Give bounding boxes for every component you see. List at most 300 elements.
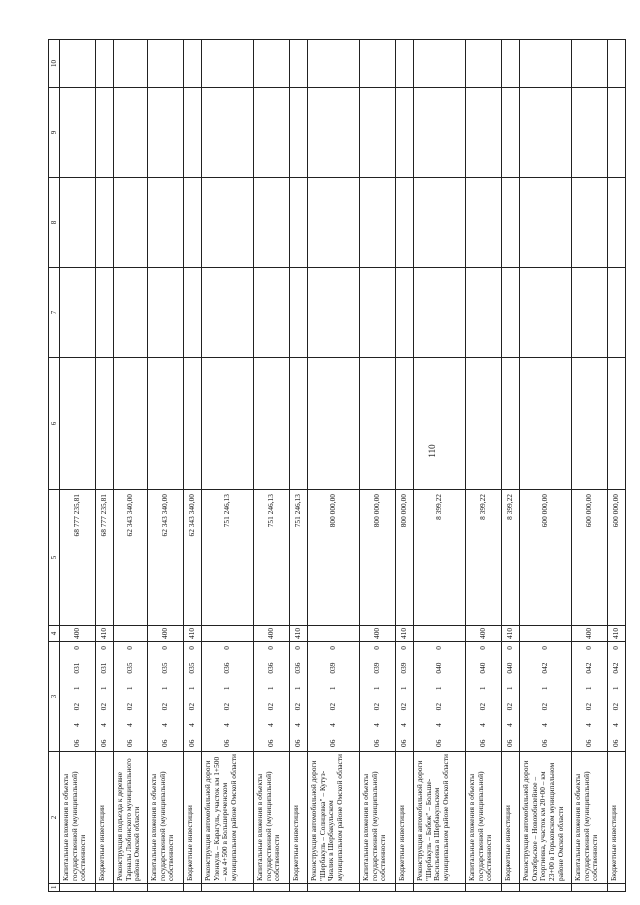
code-part: 06 xyxy=(505,739,515,747)
row-number-cell xyxy=(502,884,520,892)
empty-cell-col-9 xyxy=(466,88,502,178)
empty-cell-col-8 xyxy=(466,178,502,268)
empty-cell-col-10 xyxy=(202,40,254,88)
budget-table xyxy=(48,39,626,892)
code-part: 040 xyxy=(478,662,488,674)
budget-code-parts xyxy=(612,642,621,751)
row-number-cell xyxy=(290,884,308,892)
code-part: 1 xyxy=(328,686,338,691)
budget-code xyxy=(96,642,114,752)
empty-cell-col-8 xyxy=(608,178,626,268)
empty-cell-col-7 xyxy=(360,268,396,358)
header-cell-9: 9 xyxy=(49,88,60,178)
code-part: 042 xyxy=(611,662,621,674)
row-number-cell xyxy=(148,884,184,892)
amount-cell: 751 246,13 xyxy=(202,490,254,626)
empty-cell-col-7 xyxy=(96,268,114,358)
code-part: 1 xyxy=(399,686,409,691)
empty-cell-col-7 xyxy=(184,268,202,358)
empty-cell-col-10 xyxy=(572,40,608,88)
empty-cell-col-10 xyxy=(254,40,290,88)
empty-cell-col-6 xyxy=(396,358,414,490)
empty-cell-col-8 xyxy=(290,178,308,268)
code-part: 0 xyxy=(372,646,382,650)
empty-cell-col-9 xyxy=(114,88,148,178)
budget-code xyxy=(290,642,308,752)
empty-cell-col-6 xyxy=(502,358,520,490)
budget-code-parts xyxy=(267,642,276,751)
code-part: 035 xyxy=(187,662,197,674)
budget-table-wrapper xyxy=(48,40,621,892)
code-part: 0 xyxy=(222,646,232,650)
budget-code-parts xyxy=(506,642,515,751)
empty-cell-col-6 xyxy=(114,358,148,490)
code-part: 031 xyxy=(99,662,109,674)
code-part: 02 xyxy=(293,702,303,711)
code-part: 0 xyxy=(328,646,338,650)
expense-type-code: 410 xyxy=(96,626,114,642)
code-part: 0 xyxy=(399,646,409,650)
budget-code xyxy=(114,642,148,752)
code-part: 4 xyxy=(478,723,488,727)
expense-type-code: 410 xyxy=(608,626,626,642)
code-part: 02 xyxy=(399,702,409,711)
page-number: 110 xyxy=(427,444,437,458)
empty-cell-col-9 xyxy=(290,88,308,178)
item-name: Бюджетные инвестиции xyxy=(290,752,308,884)
code-part: 06 xyxy=(160,739,170,747)
code-part: 042 xyxy=(584,662,594,674)
code-part: 1 xyxy=(99,686,109,691)
code-part: 4 xyxy=(611,723,621,727)
table-row xyxy=(96,40,114,892)
empty-cell-col-8 xyxy=(520,178,572,268)
item-name: Реконструкция автомобильной дороги Уленкуль – Карагуль, участок км 1+500 – км 4+500 в Большереченском муниципальном районе Омской области xyxy=(202,752,254,884)
code-part: 1 xyxy=(222,686,232,691)
empty-cell-col-10 xyxy=(502,40,520,88)
code-part: 0 xyxy=(187,646,197,650)
code-part: 4 xyxy=(505,723,515,727)
amount-cell: 62 343 340,00 xyxy=(148,490,184,626)
budget-code xyxy=(60,642,96,752)
table-row xyxy=(290,40,308,892)
header-cell-6: 6 xyxy=(49,358,60,490)
item-name: Капитальные вложения в объекты государственной (муниципальной) собственности xyxy=(360,752,396,884)
header-cell-5: 5 xyxy=(49,490,60,626)
row-number-cell xyxy=(202,884,254,892)
expense-type-code: 410 xyxy=(184,626,202,642)
empty-cell-col-8 xyxy=(148,178,184,268)
code-part: 4 xyxy=(540,723,550,727)
budget-code xyxy=(414,642,466,752)
code-part: 06 xyxy=(584,739,594,747)
empty-cell-col-8 xyxy=(572,178,608,268)
code-part: 02 xyxy=(505,702,515,711)
code-part: 0 xyxy=(611,646,621,650)
item-name: Реконструкция автомобильной дороги "Шербакуль – Бабеж" – Больше-Васильевка в Шербакульском муниципальном районе Омской области xyxy=(414,752,466,884)
code-part: 4 xyxy=(434,723,444,727)
item-name: Капитальные вложения в объекты государственной (муниципальной) собственности xyxy=(572,752,608,884)
header-cell-4: 4 xyxy=(49,626,60,642)
amount-cell: 8 399,22 xyxy=(502,490,520,626)
empty-cell-col-6 xyxy=(414,358,466,490)
code-part: 02 xyxy=(72,702,82,711)
budget-code xyxy=(520,642,572,752)
empty-cell-col-7 xyxy=(572,268,608,358)
code-part: 036 xyxy=(293,662,303,674)
empty-cell-col-6 xyxy=(360,358,396,490)
item-name: Реконструкция автомобильной дороги Октябрьское – Новоюбилейное – Георгиевка, участок км 20+00 – км 23+00 в Горьковском муниципальном районе Омской области xyxy=(520,752,572,884)
empty-cell-col-7 xyxy=(148,268,184,358)
code-part: 0 xyxy=(478,646,488,650)
empty-cell-col-10 xyxy=(96,40,114,88)
row-number-cell xyxy=(520,884,572,892)
header-cell-10: 10 xyxy=(49,40,60,88)
empty-cell-col-9 xyxy=(184,88,202,178)
empty-cell-col-9 xyxy=(396,88,414,178)
expense-type-code xyxy=(414,626,466,642)
empty-cell-col-6 xyxy=(520,358,572,490)
code-part: 02 xyxy=(222,702,232,711)
expense-type-code: 410 xyxy=(396,626,414,642)
code-part: 02 xyxy=(99,702,109,711)
expense-type-code: 400 xyxy=(60,626,96,642)
empty-cell-col-8 xyxy=(360,178,396,268)
empty-cell-col-6 xyxy=(184,358,202,490)
empty-cell-col-6 xyxy=(608,358,626,490)
row-number-cell xyxy=(608,884,626,892)
empty-cell-col-8 xyxy=(254,178,290,268)
budget-code-parts xyxy=(479,642,488,751)
code-part: 040 xyxy=(434,662,444,674)
header-row xyxy=(49,40,60,892)
empty-cell-col-9 xyxy=(254,88,290,178)
code-part: 035 xyxy=(160,662,170,674)
table-row xyxy=(60,40,96,892)
table-row xyxy=(114,40,148,892)
empty-cell-col-10 xyxy=(608,40,626,88)
empty-cell-col-10 xyxy=(466,40,502,88)
code-part: 0 xyxy=(266,646,276,650)
table-row xyxy=(184,40,202,892)
budget-code xyxy=(308,642,360,752)
code-part: 4 xyxy=(187,723,197,727)
empty-cell-col-8 xyxy=(114,178,148,268)
expense-type-code xyxy=(114,626,148,642)
item-name: Бюджетные инвестиции xyxy=(96,752,114,884)
empty-cell-col-7 xyxy=(290,268,308,358)
empty-cell-col-10 xyxy=(396,40,414,88)
row-number-cell xyxy=(572,884,608,892)
code-part: 06 xyxy=(399,739,409,747)
budget-code xyxy=(396,642,414,752)
amount-cell: 8 399,22 xyxy=(466,490,502,626)
amount-cell: 751 246,13 xyxy=(254,490,290,626)
code-part: 06 xyxy=(434,739,444,747)
budget-code xyxy=(184,642,202,752)
empty-cell-col-7 xyxy=(608,268,626,358)
empty-cell-col-8 xyxy=(184,178,202,268)
code-part: 4 xyxy=(372,723,382,727)
code-part: 0 xyxy=(293,646,303,650)
empty-cell-col-10 xyxy=(184,40,202,88)
code-part: 031 xyxy=(72,662,82,674)
amount-cell: 68 777 235,81 xyxy=(96,490,114,626)
table-row xyxy=(202,40,254,892)
budget-code-parts xyxy=(400,642,409,751)
row-number-cell xyxy=(360,884,396,892)
empty-cell-col-6 xyxy=(202,358,254,490)
budget-code-parts xyxy=(188,642,197,751)
budget-code-parts xyxy=(223,642,232,751)
code-part: 0 xyxy=(72,646,82,650)
row-number-cell xyxy=(308,884,360,892)
code-part: 0 xyxy=(505,646,515,650)
header-cell-2: 2 xyxy=(49,752,60,884)
empty-cell-col-6 xyxy=(466,358,502,490)
code-part: 0 xyxy=(434,646,444,650)
code-part: 035 xyxy=(125,662,135,674)
table-row xyxy=(520,40,572,892)
amount-cell: 62 343 340,00 xyxy=(184,490,202,626)
expense-type-code: 400 xyxy=(572,626,608,642)
empty-cell-col-7 xyxy=(502,268,520,358)
table-row xyxy=(572,40,608,892)
row-number-cell xyxy=(396,884,414,892)
code-part: 06 xyxy=(266,739,276,747)
code-part: 4 xyxy=(222,723,232,727)
table-row xyxy=(148,40,184,892)
table-row xyxy=(608,40,626,892)
empty-cell-col-9 xyxy=(520,88,572,178)
code-part: 1 xyxy=(293,686,303,691)
amount-cell: 751 246,13 xyxy=(290,490,308,626)
budget-code-parts xyxy=(435,642,444,751)
empty-cell-col-9 xyxy=(608,88,626,178)
code-part: 4 xyxy=(399,723,409,727)
budget-code-parts xyxy=(73,642,82,751)
empty-cell-col-7 xyxy=(414,268,466,358)
amount-cell: 68 777 235,81 xyxy=(60,490,96,626)
budget-code xyxy=(572,642,608,752)
empty-cell-col-6 xyxy=(148,358,184,490)
amount-cell: 600 000,00 xyxy=(572,490,608,626)
code-part: 4 xyxy=(99,723,109,727)
expense-type-code: 400 xyxy=(360,626,396,642)
code-part: 02 xyxy=(125,702,135,711)
amount-cell: 600 000,00 xyxy=(520,490,572,626)
budget-code xyxy=(360,642,396,752)
empty-cell-col-6 xyxy=(572,358,608,490)
code-part: 06 xyxy=(372,739,382,747)
code-part: 1 xyxy=(478,686,488,691)
code-part: 042 xyxy=(540,662,550,674)
budget-code-parts xyxy=(329,642,338,751)
empty-cell-col-8 xyxy=(396,178,414,268)
budget-code-parts xyxy=(161,642,170,751)
budget-code-parts xyxy=(541,642,550,751)
item-name: Капитальные вложения в объекты государственной (муниципальной) собственности xyxy=(466,752,502,884)
empty-cell-col-7 xyxy=(60,268,96,358)
code-part: 02 xyxy=(328,702,338,711)
empty-cell-col-9 xyxy=(148,88,184,178)
code-part: 4 xyxy=(72,723,82,727)
item-name: Капитальные вложения в объекты государственной (муниципальной) собственности xyxy=(60,752,96,884)
table-row xyxy=(254,40,290,892)
code-part: 1 xyxy=(187,686,197,691)
amount-cell: 600 000,00 xyxy=(608,490,626,626)
code-part: 039 xyxy=(399,662,409,674)
amount-cell: 800 000,00 xyxy=(396,490,414,626)
code-part: 02 xyxy=(434,702,444,711)
code-part: 0 xyxy=(99,646,109,650)
code-part: 1 xyxy=(160,686,170,691)
budget-code xyxy=(466,642,502,752)
empty-cell-col-7 xyxy=(396,268,414,358)
code-part: 036 xyxy=(222,662,232,674)
expense-type-code: 400 xyxy=(148,626,184,642)
code-part: 06 xyxy=(99,739,109,747)
row-number-cell xyxy=(254,884,290,892)
empty-cell-col-9 xyxy=(502,88,520,178)
budget-code xyxy=(608,642,626,752)
code-part: 02 xyxy=(478,702,488,711)
empty-cell-col-6 xyxy=(96,358,114,490)
rotated-page xyxy=(48,40,621,892)
header-cell-7: 7 xyxy=(49,268,60,358)
row-number-cell xyxy=(184,884,202,892)
code-part: 1 xyxy=(372,686,382,691)
code-part: 4 xyxy=(584,723,594,727)
empty-cell-col-9 xyxy=(60,88,96,178)
budget-code xyxy=(148,642,184,752)
item-name: Реконструкция автомобильной дороги "Шербакуль – Солнцевка" – Кутуз-Чиалик в Шербакульском муниципальном районе Омской области xyxy=(308,752,360,884)
code-part: 1 xyxy=(611,686,621,691)
expense-type-code xyxy=(202,626,254,642)
empty-cell-col-10 xyxy=(148,40,184,88)
expense-type-code: 410 xyxy=(502,626,520,642)
row-number-cell xyxy=(414,884,466,892)
code-part: 06 xyxy=(72,739,82,747)
code-part: 1 xyxy=(125,686,135,691)
empty-cell-col-7 xyxy=(114,268,148,358)
code-part: 4 xyxy=(266,723,276,727)
code-part: 06 xyxy=(611,739,621,747)
empty-cell-col-8 xyxy=(202,178,254,268)
expense-type-code: 400 xyxy=(466,626,502,642)
code-part: 4 xyxy=(160,723,170,727)
empty-cell-col-9 xyxy=(414,88,466,178)
empty-cell-col-7 xyxy=(520,268,572,358)
item-name: Капитальные вложения в объекты государственной (муниципальной) собственности xyxy=(148,752,184,884)
code-part: 02 xyxy=(611,702,621,711)
amount-cell: 800 000,00 xyxy=(308,490,360,626)
code-part: 06 xyxy=(222,739,232,747)
amount-cell: 800 000,00 xyxy=(360,490,396,626)
code-part: 0 xyxy=(540,646,550,650)
empty-cell-col-10 xyxy=(114,40,148,88)
budget-code xyxy=(502,642,520,752)
empty-cell-col-9 xyxy=(96,88,114,178)
item-name: Бюджетные инвестиции xyxy=(502,752,520,884)
expense-type-code xyxy=(520,626,572,642)
code-part: 0 xyxy=(160,646,170,650)
code-part: 02 xyxy=(540,702,550,711)
budget-code-parts xyxy=(126,642,135,751)
code-part: 039 xyxy=(328,662,338,674)
code-part: 02 xyxy=(584,702,594,711)
code-part: 06 xyxy=(478,739,488,747)
budget-code-parts xyxy=(294,642,303,751)
code-part: 1 xyxy=(540,686,550,691)
code-part: 4 xyxy=(328,723,338,727)
budget-code-parts xyxy=(100,642,109,751)
item-name: Реконструкция подъезда к деревне Тарналы Любинского муниципального района Омской области xyxy=(114,752,148,884)
row-number-cell xyxy=(60,884,96,892)
header-cell-3: 3 xyxy=(49,642,60,752)
code-part: 06 xyxy=(125,739,135,747)
budget-code xyxy=(202,642,254,752)
amount-cell: 8 399,22 xyxy=(414,490,466,626)
header-cell-1: 1 xyxy=(49,884,60,892)
empty-cell-col-10 xyxy=(290,40,308,88)
budget-code-parts xyxy=(373,642,382,751)
empty-cell-col-7 xyxy=(466,268,502,358)
code-part: 02 xyxy=(160,702,170,711)
expense-type-code xyxy=(308,626,360,642)
table-row xyxy=(360,40,396,892)
empty-cell-col-8 xyxy=(96,178,114,268)
item-name: Бюджетные инвестиции xyxy=(608,752,626,884)
expense-type-code: 410 xyxy=(290,626,308,642)
table-row xyxy=(466,40,502,892)
code-part: 4 xyxy=(125,723,135,727)
expense-type-code: 400 xyxy=(254,626,290,642)
header-cell-8: 8 xyxy=(49,178,60,268)
empty-cell-col-8 xyxy=(60,178,96,268)
empty-cell-col-9 xyxy=(308,88,360,178)
empty-cell-col-6 xyxy=(290,358,308,490)
empty-cell-col-9 xyxy=(202,88,254,178)
empty-cell-col-8 xyxy=(308,178,360,268)
row-number-cell xyxy=(96,884,114,892)
code-part: 1 xyxy=(266,686,276,691)
item-name: Капитальные вложения в объекты государственной (муниципальной) собственности xyxy=(254,752,290,884)
amount-cell: 62 343 340,00 xyxy=(114,490,148,626)
table-row xyxy=(502,40,520,892)
empty-cell-col-6 xyxy=(60,358,96,490)
code-part: 02 xyxy=(372,702,382,711)
budget-code xyxy=(254,642,290,752)
empty-cell-col-10 xyxy=(414,40,466,88)
item-name: Бюджетные инвестиции xyxy=(396,752,414,884)
code-part: 06 xyxy=(187,739,197,747)
code-part: 1 xyxy=(72,686,82,691)
code-part: 036 xyxy=(266,662,276,674)
empty-cell-col-10 xyxy=(308,40,360,88)
code-part: 02 xyxy=(266,702,276,711)
empty-cell-col-7 xyxy=(308,268,360,358)
code-part: 06 xyxy=(328,739,338,747)
empty-cell-col-8 xyxy=(502,178,520,268)
item-name: Бюджетные инвестиции xyxy=(184,752,202,884)
empty-cell-col-6 xyxy=(308,358,360,490)
row-number-cell xyxy=(466,884,502,892)
empty-cell-col-6 xyxy=(254,358,290,490)
code-part: 1 xyxy=(434,686,444,691)
code-part: 039 xyxy=(372,662,382,674)
empty-cell-col-9 xyxy=(572,88,608,178)
